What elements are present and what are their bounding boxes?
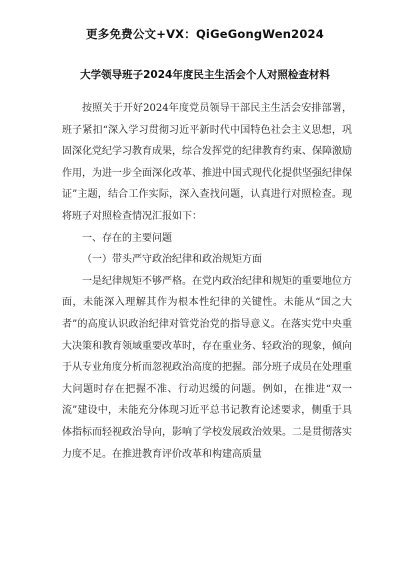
intro-paragraph: 按照关于开好2024年度党员领导干部民主生活会安排部署，班子紧扣“深入学习贯彻习近平新时代中国特色社会主义思想，巩固深化党纪学习教育成果，综合发挥党的纪律教育约束、保障激励作用，为进一步全面深化改革、推进中国式现代化提供坚强纪律保证”主题，结合工作实际，深入查找问题，认真进行对照检查。现将班子对照检查情况汇报如下： — [62, 103, 352, 222]
promo-banner: 更多免费公文+VX：QiGeGongWen2024 — [86, 27, 324, 41]
body-paragraph: 一是纪律规矩不够严格。在党内政治纪律和规矩的重要地位方面，未能深入理解其作为根本性纪律的关键性。未能从“国之大者”的高度认识政治纪律对管党治党的指导意义。在落实党中央重大决策和教育领域重要改革时，存在重业务、轻政治的现象，倾向于从专业角度分析而忽视政治高度的把握。部分班子成员在处理重大问题时存在把握不准、行动迟缓的问题。例如，在推进“双一流”建设中，未能充分体现习近平总书记教育论述要求，侧重于具体指标而轻视政治导向，影响了学校发展政治效果。二是贯彻落实力度不足。在推进教育评价改革和构建高质量 — [62, 275, 352, 460]
document-title: 大学领导班子2024年度民主生活会个人对照检查材料 — [80, 69, 330, 81]
subsection-heading: （一）带头严守政治纪律和政治规矩方面 — [82, 254, 262, 266]
section-heading: 一、存在的主要问题 — [82, 232, 172, 244]
document-body — [62, 98, 352, 465]
